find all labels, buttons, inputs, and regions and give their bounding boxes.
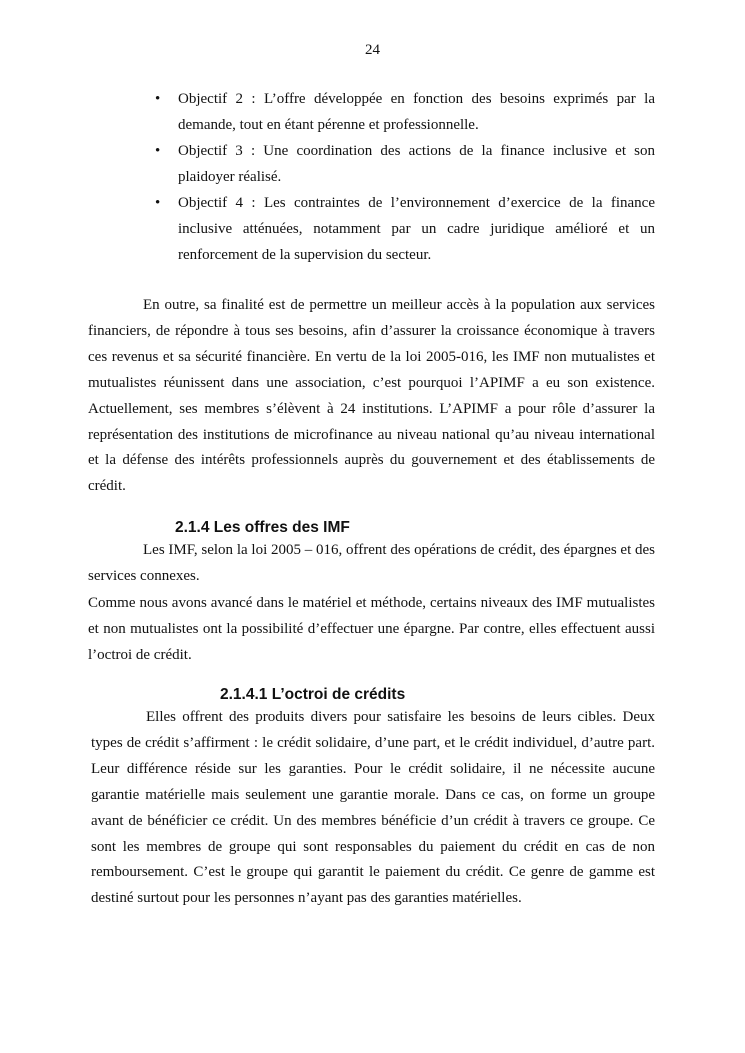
page-number: 24	[365, 42, 380, 58]
paragraph-offres-intro: Les IMF, selon la loi 2005 – 016, offrent des opérations de crédit, des épargnes et des services connexes.	[88, 542, 655, 584]
paragraph-finalite: En outre, sa finalité est de permettre un meilleur accès à la population aux services financiers, de répondre à tous ses besoins, afin d’assurer la croissance économique à travers ces revenus et sa sécurité financière. En vertu de la loi 2005-016, les IMF non mutualistes et mutualistes réunissent dans une association, c’est pourquoi l’APIMF a eu son existence. Actuellement, ses membres s’élèvent à 24 institutions. L’APIMF a pour rôle d’assurer la représentation des institutions de microfinance au niveau national qu’au niveau international et la défense des intérêts professionnels auprès du gouvernement et des établissements de crédit.	[88, 297, 655, 495]
objective-item: • Objectif 4 : Les contraintes de l’environnement d’exercice de la finance inclusive atténuées, notamment par un cadre juridique amélioré et un renforcement de la supervision du secteur.	[155, 190, 655, 268]
objectives-list	[155, 86, 655, 268]
paragraph-offres-epargne: Comme nous avons avancé dans le matériel et méthode, certains niveaux des IMF mutualistes et non mutualistes ont la possibilité d’effectuer une épargne. Par contre, elles effectuent aussi l’octroi de crédit.	[88, 595, 655, 663]
section-heading-octroi: 2.1.4.1 L’octroi de crédits	[220, 686, 406, 703]
objective-item: • Objectif 2 : L’offre développée en fonction des besoins exprimés par la demande, tout en étant pérenne et professionnelle.	[155, 86, 655, 138]
objective-item: • Objectif 3 : Une coordination des actions de la finance inclusive et son plaidoyer réalisé.	[155, 138, 655, 190]
section-heading-offres: 2.1.4 Les offres des IMF	[175, 519, 350, 536]
paragraph-octroi: Elles offrent des produits divers pour satisfaire les besoins de leurs cibles. Deux types de crédit s’affirment : le crédit solidaire, d’une part, et le crédit individuel, d’autre part. Leur différence réside sur les garanties. Pour le crédit solidaire, il ne nécessite aucune garantie matérielle mais seulement une garantie morale. Dans ce cas, on forme un groupe avant de bénéficier ce crédit. Un des membres bénéficie d’un crédit à travers ce groupe. Ce sont les membres de groupe qui sont responsables du paiement du crédit en cas de non remboursement. C’est le groupe qui garantit le paiement du crédit. Ce genre de gamme est destiné surtout pour les personnes n’ayant pas des garanties matérielles.	[91, 709, 655, 907]
